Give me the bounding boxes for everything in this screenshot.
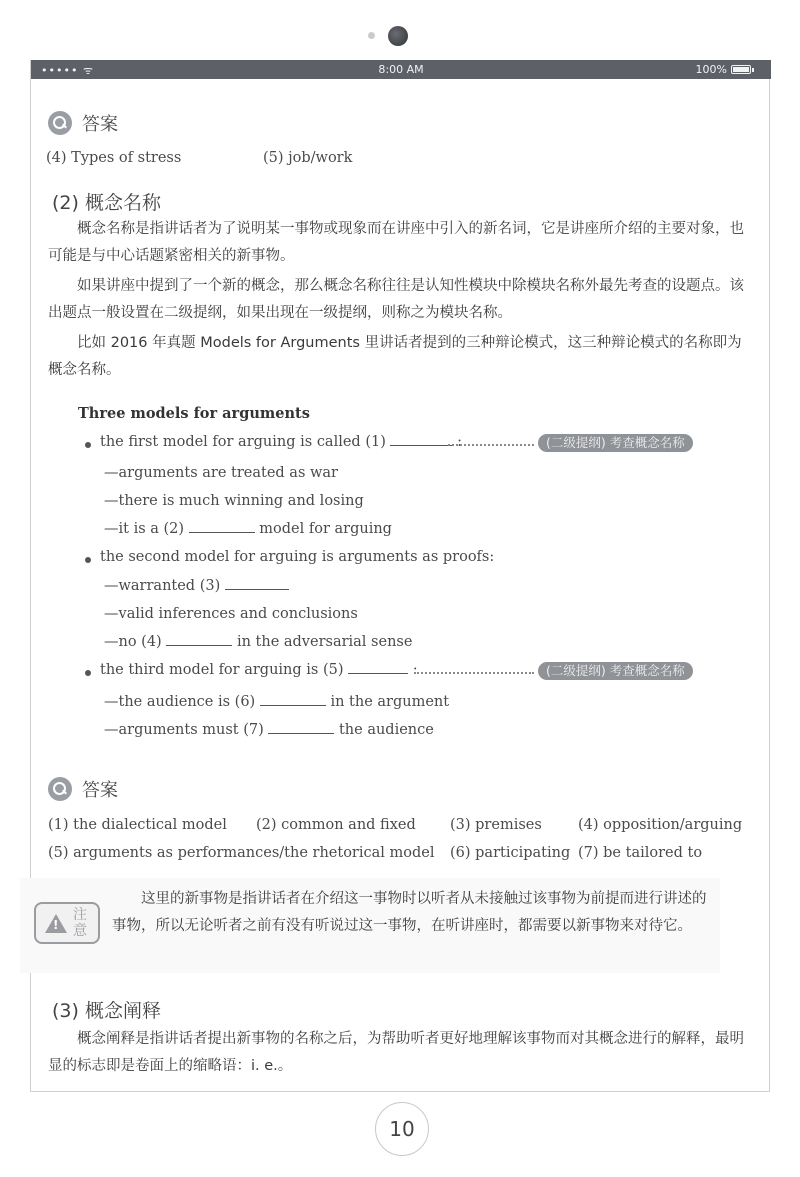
- section-title-concept-name: (2) 概念名称: [52, 192, 161, 214]
- paragraph-concept-example: 比如 2016 年真题 Models for Arguments 里讲话者提到的三种辩论模式，这三种辩论模式的名称即为概念名称。: [48, 335, 742, 378]
- outline-bullet-3-text: the third model for arguing is (5): [100, 662, 344, 678]
- outline-tag-level2: (二级提纲) 考查概念名称: [538, 662, 693, 680]
- answer-item-5: (5) job/work: [263, 150, 353, 166]
- answer-blank: [260, 705, 326, 706]
- bullet-marker: [85, 557, 91, 563]
- status-bar: [31, 60, 771, 79]
- outline-sub-2-3-start: —no (4): [104, 634, 162, 650]
- outline-sub-3-1-end: in the argument: [330, 694, 450, 710]
- section-title-concept-explanation: (3) 概念阐释: [52, 1000, 161, 1022]
- answer-blank: [348, 673, 408, 674]
- outline-sub-2-1: [104, 578, 289, 594]
- paragraph-concept-definition: 概念名称是指讲话者为了说明某一事物或现象而在讲座中引入的新名词，它是讲座所介绍的主要对象，也可能是与中心话题紧密相关的新事物。: [48, 221, 744, 264]
- outline-title: Three models for arguments: [78, 405, 310, 422]
- outline-sub-1-1: —arguments are treated as war: [104, 465, 338, 481]
- outline-sub-3-1: [104, 694, 449, 710]
- answer-2-item-3: (3) premises: [450, 817, 542, 833]
- answer-heading-1: [48, 110, 118, 136]
- status-time: 8:00 AM: [378, 63, 424, 76]
- answer-blank: [390, 445, 452, 446]
- outline-tag-level2: (二级提纲) 考查概念名称: [538, 434, 693, 452]
- answer-heading-label: 答案: [82, 780, 118, 801]
- answer-2-item-5: (5) arguments as performances/the rhetorical model: [48, 845, 435, 861]
- outline-sub-2-1-text: —warranted (3): [104, 578, 221, 594]
- outline-sub-3-2: [104, 722, 434, 738]
- answer-2-item-6: (6) participating: [450, 845, 571, 861]
- answer-heading-label: 答案: [82, 114, 118, 135]
- outline-sub-3-2-end: the audience: [338, 722, 434, 738]
- warning-triangle-icon: !: [45, 914, 67, 933]
- outline-sub-2-3: [104, 634, 412, 650]
- answer-blank: [166, 645, 232, 646]
- outline-sub-3-2-start: —arguments must (7): [104, 722, 264, 738]
- battery-percent: 100%: [695, 63, 727, 76]
- outline-sub-1-2: —there is much winning and losing: [104, 493, 364, 509]
- battery-icon: [731, 65, 751, 74]
- answer-heading-2: [48, 776, 118, 802]
- page-number: 10: [375, 1102, 429, 1156]
- answer-blank: [225, 589, 289, 590]
- signal-icon: ••••• ᯤ: [41, 64, 94, 77]
- bullet-marker: [85, 442, 91, 448]
- answer-item-4: (4) Types of stress: [46, 150, 182, 166]
- magnifier-icon: [48, 111, 72, 135]
- note-icon-label: 注意: [73, 907, 87, 939]
- warning-note-icon: [34, 902, 100, 944]
- note-text: 这里的新事物是指讲话者在介绍这一事物时以听者从未接触过该事物为前提而进行讲述的事物，所以无论听者之前有没有听说过这一事物，在听讲座时，都需要以新事物来对待它。: [112, 891, 707, 934]
- answer-2-item-7: (7) be tailored to: [578, 845, 703, 861]
- leader-dots: [414, 672, 534, 674]
- bullet-marker: [85, 670, 91, 676]
- outline-sub-2-2: —valid inferences and conclusions: [104, 606, 358, 622]
- outline-bullet-2: the second model for arguing is arguments as proofs:: [100, 549, 495, 565]
- answer-2-item-2: (2) common and fixed: [256, 817, 416, 833]
- outline-sub-2-3-end: in the adversarial sense: [236, 634, 413, 650]
- outline-bullet-1-text: the first model for arguing is called (1): [100, 434, 386, 450]
- answer-2-item-1: (1) the dialectical model: [48, 817, 227, 833]
- colon: :: [457, 434, 462, 450]
- outline-bullet-3: [100, 662, 418, 678]
- paragraph-concept-test-point: 如果讲座中提到了一个新的概念，那么概念名称往往是认知性模块中除模块名称外最先考查的设题点。该出题点一般设置在二级提纲，如果出现在一级提纲，则称之为模块名称。: [48, 278, 744, 321]
- camera-lens: [388, 26, 408, 46]
- leader-dots: [448, 444, 534, 446]
- magnifier-icon: [48, 777, 72, 801]
- answer-blank: [189, 532, 255, 533]
- camera-sensor: [368, 32, 375, 39]
- outline-sub-1-3-start: —it is a (2): [104, 521, 185, 537]
- outline-sub-1-3: [104, 521, 392, 537]
- paragraph-concept-explanation: 概念阐释是指讲话者提出新事物的名称之后，为帮助听者更好地理解该事物而对其概念进行的解释，最明显的标志即是卷面上的缩略语：i. e.。: [48, 1031, 744, 1074]
- colon: :: [412, 662, 418, 678]
- answer-blank: [268, 733, 334, 734]
- outline-sub-3-1-start: —the audience is (6): [104, 694, 256, 710]
- outline-bullet-1: [100, 434, 462, 450]
- answer-2-item-4: (4) opposition/arguing: [578, 817, 743, 833]
- outline-sub-1-3-end: model for arguing: [259, 521, 392, 537]
